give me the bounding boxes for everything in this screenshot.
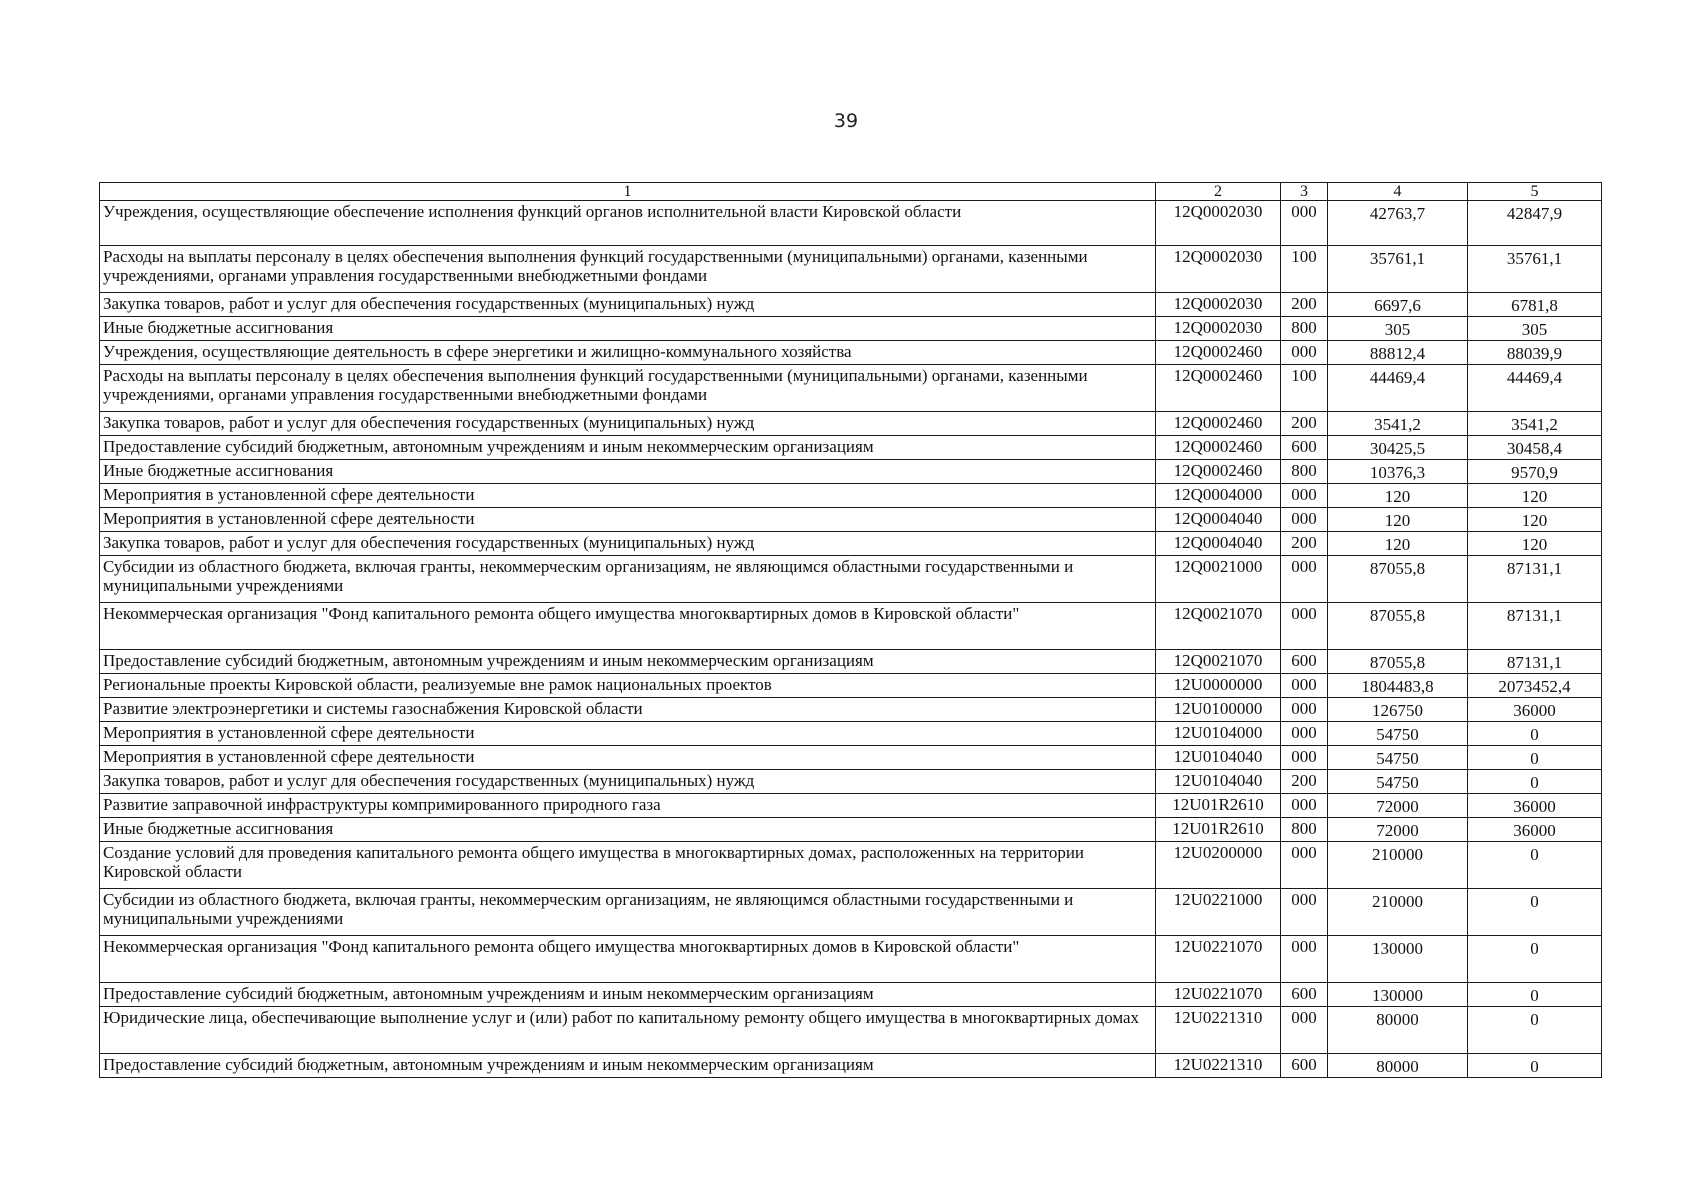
table-row bbox=[100, 698, 1602, 722]
row-value-col4-cell: 88812,4 bbox=[1328, 341, 1468, 365]
row-value-col4-cell: 87055,8 bbox=[1328, 556, 1468, 603]
row-name-cell: Иные бюджетные ассигнования bbox=[100, 317, 1156, 341]
row-code-cell: 12Q0002460 bbox=[1156, 436, 1281, 460]
row-name-cell: Расходы на выплаты персоналу в целях обеспечения выполнения функций государственными (муниципальными) органами, казенными учреждениями, органами управления государственными внебюджетными фондами bbox=[100, 365, 1156, 412]
row-value-col5-cell: 0 bbox=[1468, 983, 1602, 1007]
table-row bbox=[100, 341, 1602, 365]
table-row bbox=[100, 746, 1602, 770]
column-header: 5 bbox=[1468, 183, 1602, 201]
table-row bbox=[100, 532, 1602, 556]
row-name-cell: Иные бюджетные ассигнования bbox=[100, 460, 1156, 484]
table-row bbox=[100, 317, 1602, 341]
row-value-col4-cell: 72000 bbox=[1328, 794, 1468, 818]
row-value-col4-cell: 54750 bbox=[1328, 746, 1468, 770]
table-row bbox=[100, 889, 1602, 936]
row-value-col5-cell: 36000 bbox=[1468, 818, 1602, 842]
row-type-cell: 000 bbox=[1281, 794, 1328, 818]
row-value-col4-cell: 6697,6 bbox=[1328, 293, 1468, 317]
row-value-col5-cell: 0 bbox=[1468, 770, 1602, 794]
row-value-col5-cell: 0 bbox=[1468, 936, 1602, 983]
row-value-col4-cell: 10376,3 bbox=[1328, 460, 1468, 484]
row-value-col5-cell: 3541,2 bbox=[1468, 412, 1602, 436]
table-row bbox=[100, 770, 1602, 794]
table-row bbox=[100, 794, 1602, 818]
row-type-cell: 000 bbox=[1281, 341, 1328, 365]
table-row bbox=[100, 842, 1602, 889]
row-value-col4-cell: 35761,1 bbox=[1328, 246, 1468, 293]
row-code-cell: 12Q0004000 bbox=[1156, 484, 1281, 508]
column-header: 2 bbox=[1156, 183, 1281, 201]
row-value-col4-cell: 30425,5 bbox=[1328, 436, 1468, 460]
table-row bbox=[100, 603, 1602, 650]
row-value-col4-cell: 210000 bbox=[1328, 889, 1468, 936]
row-value-col5-cell: 120 bbox=[1468, 508, 1602, 532]
row-value-col5-cell: 305 bbox=[1468, 317, 1602, 341]
table-row bbox=[100, 556, 1602, 603]
row-value-col4-cell: 120 bbox=[1328, 508, 1468, 532]
row-type-cell: 000 bbox=[1281, 674, 1328, 698]
row-value-col5-cell: 44469,4 bbox=[1468, 365, 1602, 412]
row-name-cell: Закупка товаров, работ и услуг для обеспечения государственных (муниципальных) нужд bbox=[100, 770, 1156, 794]
row-value-col4-cell: 80000 bbox=[1328, 1007, 1468, 1054]
row-value-col5-cell: 6781,8 bbox=[1468, 293, 1602, 317]
row-code-cell: 12U0104040 bbox=[1156, 770, 1281, 794]
row-name-cell: Предоставление субсидий бюджетным, автономным учреждениям и иным некоммерческим организациям bbox=[100, 1054, 1156, 1078]
row-code-cell: 12Q0002030 bbox=[1156, 201, 1281, 246]
row-value-col5-cell: 2073452,4 bbox=[1468, 674, 1602, 698]
row-value-col4-cell: 120 bbox=[1328, 484, 1468, 508]
table-row bbox=[100, 484, 1602, 508]
row-code-cell: 12U01R2610 bbox=[1156, 794, 1281, 818]
row-type-cell: 000 bbox=[1281, 842, 1328, 889]
row-value-col5-cell: 87131,1 bbox=[1468, 556, 1602, 603]
row-code-cell: 12U0221000 bbox=[1156, 889, 1281, 936]
row-code-cell: 12U0221310 bbox=[1156, 1007, 1281, 1054]
row-value-col4-cell: 42763,7 bbox=[1328, 201, 1468, 246]
row-code-cell: 12U0221070 bbox=[1156, 936, 1281, 983]
table-row bbox=[100, 674, 1602, 698]
row-value-col4-cell: 126750 bbox=[1328, 698, 1468, 722]
row-code-cell: 12U0221070 bbox=[1156, 983, 1281, 1007]
row-code-cell: 12Q0002030 bbox=[1156, 317, 1281, 341]
row-name-cell: Учреждения, осуществляющие обеспечение исполнения функций органов исполнительной власти Кировской области bbox=[100, 201, 1156, 246]
table-row bbox=[100, 722, 1602, 746]
row-value-col5-cell: 0 bbox=[1468, 746, 1602, 770]
row-name-cell: Мероприятия в установленной сфере деятельности bbox=[100, 722, 1156, 746]
row-name-cell: Некоммерческая организация "Фонд капитального ремонта общего имущества многоквартирных домов в Кировской области" bbox=[100, 603, 1156, 650]
row-code-cell: 12Q0002030 bbox=[1156, 293, 1281, 317]
row-name-cell: Предоставление субсидий бюджетным, автономным учреждениям и иным некоммерческим организациям bbox=[100, 650, 1156, 674]
row-value-col5-cell: 120 bbox=[1468, 484, 1602, 508]
row-name-cell: Региональные проекты Кировской области, реализуемые вне рамок национальных проектов bbox=[100, 674, 1156, 698]
table-row bbox=[100, 650, 1602, 674]
table-row bbox=[100, 293, 1602, 317]
row-type-cell: 000 bbox=[1281, 722, 1328, 746]
row-type-cell: 600 bbox=[1281, 436, 1328, 460]
table-row bbox=[100, 818, 1602, 842]
row-type-cell: 100 bbox=[1281, 246, 1328, 293]
row-type-cell: 800 bbox=[1281, 460, 1328, 484]
row-type-cell: 000 bbox=[1281, 889, 1328, 936]
row-type-cell: 000 bbox=[1281, 936, 1328, 983]
row-value-col5-cell: 120 bbox=[1468, 532, 1602, 556]
row-type-cell: 600 bbox=[1281, 650, 1328, 674]
row-value-col4-cell: 87055,8 bbox=[1328, 603, 1468, 650]
row-name-cell: Субсидии из областного бюджета, включая гранты, некоммерческим организациям, не являющимся областными государственными и муниципальными учреждениями bbox=[100, 556, 1156, 603]
row-value-col5-cell: 9570,9 bbox=[1468, 460, 1602, 484]
table-row bbox=[100, 436, 1602, 460]
row-name-cell: Закупка товаров, работ и услуг для обеспечения государственных (муниципальных) нужд bbox=[100, 412, 1156, 436]
row-name-cell: Создание условий для проведения капитального ремонта общего имущества в многоквартирных домах, расположенных на территории Кировской области bbox=[100, 842, 1156, 889]
row-name-cell: Закупка товаров, работ и услуг для обеспечения государственных (муниципальных) нужд bbox=[100, 532, 1156, 556]
row-code-cell: 12U0100000 bbox=[1156, 698, 1281, 722]
table-row bbox=[100, 936, 1602, 983]
row-name-cell: Некоммерческая организация "Фонд капитального ремонта общего имущества многоквартирных домов в Кировской области" bbox=[100, 936, 1156, 983]
table-row bbox=[100, 1007, 1602, 1054]
row-name-cell: Предоставление субсидий бюджетным, автономным учреждениям и иным некоммерческим организациям bbox=[100, 983, 1156, 1007]
table-row bbox=[100, 983, 1602, 1007]
row-value-col4-cell: 54750 bbox=[1328, 770, 1468, 794]
row-value-col4-cell: 210000 bbox=[1328, 842, 1468, 889]
row-type-cell: 600 bbox=[1281, 983, 1328, 1007]
row-value-col5-cell: 35761,1 bbox=[1468, 246, 1602, 293]
row-value-col4-cell: 87055,8 bbox=[1328, 650, 1468, 674]
row-value-col5-cell: 42847,9 bbox=[1468, 201, 1602, 246]
row-name-cell: Юридические лица, обеспечивающие выполнение услуг и (или) работ по капитальному ремонту общего имущества в многоквартирных домах bbox=[100, 1007, 1156, 1054]
row-type-cell: 800 bbox=[1281, 818, 1328, 842]
row-type-cell: 200 bbox=[1281, 532, 1328, 556]
row-type-cell: 000 bbox=[1281, 508, 1328, 532]
row-type-cell: 000 bbox=[1281, 746, 1328, 770]
row-code-cell: 12Q0002460 bbox=[1156, 365, 1281, 412]
row-code-cell: 12Q0021000 bbox=[1156, 556, 1281, 603]
row-code-cell: 12U0000000 bbox=[1156, 674, 1281, 698]
table-row bbox=[100, 201, 1602, 246]
row-type-cell: 000 bbox=[1281, 556, 1328, 603]
row-name-cell: Субсидии из областного бюджета, включая гранты, некоммерческим организациям, не являющимся областными государственными и муниципальными учреждениями bbox=[100, 889, 1156, 936]
row-code-cell: 12U0200000 bbox=[1156, 842, 1281, 889]
table-row bbox=[100, 246, 1602, 293]
row-value-col5-cell: 0 bbox=[1468, 1054, 1602, 1078]
row-value-col4-cell: 130000 bbox=[1328, 936, 1468, 983]
row-value-col5-cell: 87131,1 bbox=[1468, 603, 1602, 650]
row-type-cell: 200 bbox=[1281, 770, 1328, 794]
row-name-cell: Учреждения, осуществляющие деятельность в сфере энергетики и жилищно-коммунального хозяйства bbox=[100, 341, 1156, 365]
table-row bbox=[100, 460, 1602, 484]
row-value-col4-cell: 72000 bbox=[1328, 818, 1468, 842]
table-row bbox=[100, 365, 1602, 412]
row-value-col4-cell: 120 bbox=[1328, 532, 1468, 556]
table-row bbox=[100, 508, 1602, 532]
row-type-cell: 000 bbox=[1281, 484, 1328, 508]
row-code-cell: 12Q0002030 bbox=[1156, 246, 1281, 293]
row-type-cell: 200 bbox=[1281, 293, 1328, 317]
row-value-col4-cell: 80000 bbox=[1328, 1054, 1468, 1078]
row-value-col4-cell: 54750 bbox=[1328, 722, 1468, 746]
row-code-cell: 12Q0002460 bbox=[1156, 412, 1281, 436]
row-value-col5-cell: 36000 bbox=[1468, 794, 1602, 818]
row-code-cell: 12U0104040 bbox=[1156, 746, 1281, 770]
row-name-cell: Мероприятия в установленной сфере деятельности bbox=[100, 746, 1156, 770]
row-value-col5-cell: 0 bbox=[1468, 842, 1602, 889]
row-name-cell: Развитие электроэнергетики и системы газоснабжения Кировской области bbox=[100, 698, 1156, 722]
row-value-col5-cell: 0 bbox=[1468, 722, 1602, 746]
row-value-col5-cell: 0 bbox=[1468, 1007, 1602, 1054]
column-header: 3 bbox=[1281, 183, 1328, 201]
row-value-col5-cell: 30458,4 bbox=[1468, 436, 1602, 460]
column-header-row bbox=[100, 183, 1602, 201]
row-type-cell: 800 bbox=[1281, 317, 1328, 341]
table-row bbox=[100, 1054, 1602, 1078]
row-value-col4-cell: 130000 bbox=[1328, 983, 1468, 1007]
budget-table bbox=[99, 182, 1602, 1078]
row-name-cell: Расходы на выплаты персоналу в целях обеспечения выполнения функций государственными (муниципальными) органами, казенными учреждениями, органами управления государственными внебюджетными фондами bbox=[100, 246, 1156, 293]
row-code-cell: 12U01R2610 bbox=[1156, 818, 1281, 842]
row-type-cell: 000 bbox=[1281, 698, 1328, 722]
row-code-cell: 12Q0002460 bbox=[1156, 341, 1281, 365]
row-type-cell: 100 bbox=[1281, 365, 1328, 412]
row-value-col5-cell: 36000 bbox=[1468, 698, 1602, 722]
row-value-col5-cell: 87131,1 bbox=[1468, 650, 1602, 674]
row-value-col5-cell: 88039,9 bbox=[1468, 341, 1602, 365]
row-code-cell: 12U0104000 bbox=[1156, 722, 1281, 746]
row-code-cell: 12Q0002460 bbox=[1156, 460, 1281, 484]
row-code-cell: 12U0221310 bbox=[1156, 1054, 1281, 1078]
column-header: 4 bbox=[1328, 183, 1468, 201]
row-value-col4-cell: 44469,4 bbox=[1328, 365, 1468, 412]
row-name-cell: Развитие заправочной инфраструктуры компримированного природного газа bbox=[100, 794, 1156, 818]
row-value-col4-cell: 1804483,8 bbox=[1328, 674, 1468, 698]
row-type-cell: 000 bbox=[1281, 603, 1328, 650]
row-name-cell: Предоставление субсидий бюджетным, автономным учреждениям и иным некоммерческим организациям bbox=[100, 436, 1156, 460]
row-code-cell: 12Q0004040 bbox=[1156, 508, 1281, 532]
row-name-cell: Иные бюджетные ассигнования bbox=[100, 818, 1156, 842]
row-value-col5-cell: 0 bbox=[1468, 889, 1602, 936]
row-type-cell: 200 bbox=[1281, 412, 1328, 436]
column-header: 1 bbox=[100, 183, 1156, 201]
row-code-cell: 12Q0021070 bbox=[1156, 650, 1281, 674]
row-name-cell: Закупка товаров, работ и услуг для обеспечения государственных (муниципальных) нужд bbox=[100, 293, 1156, 317]
row-value-col4-cell: 305 bbox=[1328, 317, 1468, 341]
row-name-cell: Мероприятия в установленной сфере деятельности bbox=[100, 508, 1156, 532]
page-number: 39 bbox=[833, 110, 859, 132]
row-value-col4-cell: 3541,2 bbox=[1328, 412, 1468, 436]
row-name-cell: Мероприятия в установленной сфере деятельности bbox=[100, 484, 1156, 508]
row-code-cell: 12Q0004040 bbox=[1156, 532, 1281, 556]
row-type-cell: 600 bbox=[1281, 1054, 1328, 1078]
row-type-cell: 000 bbox=[1281, 201, 1328, 246]
table-row bbox=[100, 412, 1602, 436]
row-code-cell: 12Q0021070 bbox=[1156, 603, 1281, 650]
row-type-cell: 000 bbox=[1281, 1007, 1328, 1054]
